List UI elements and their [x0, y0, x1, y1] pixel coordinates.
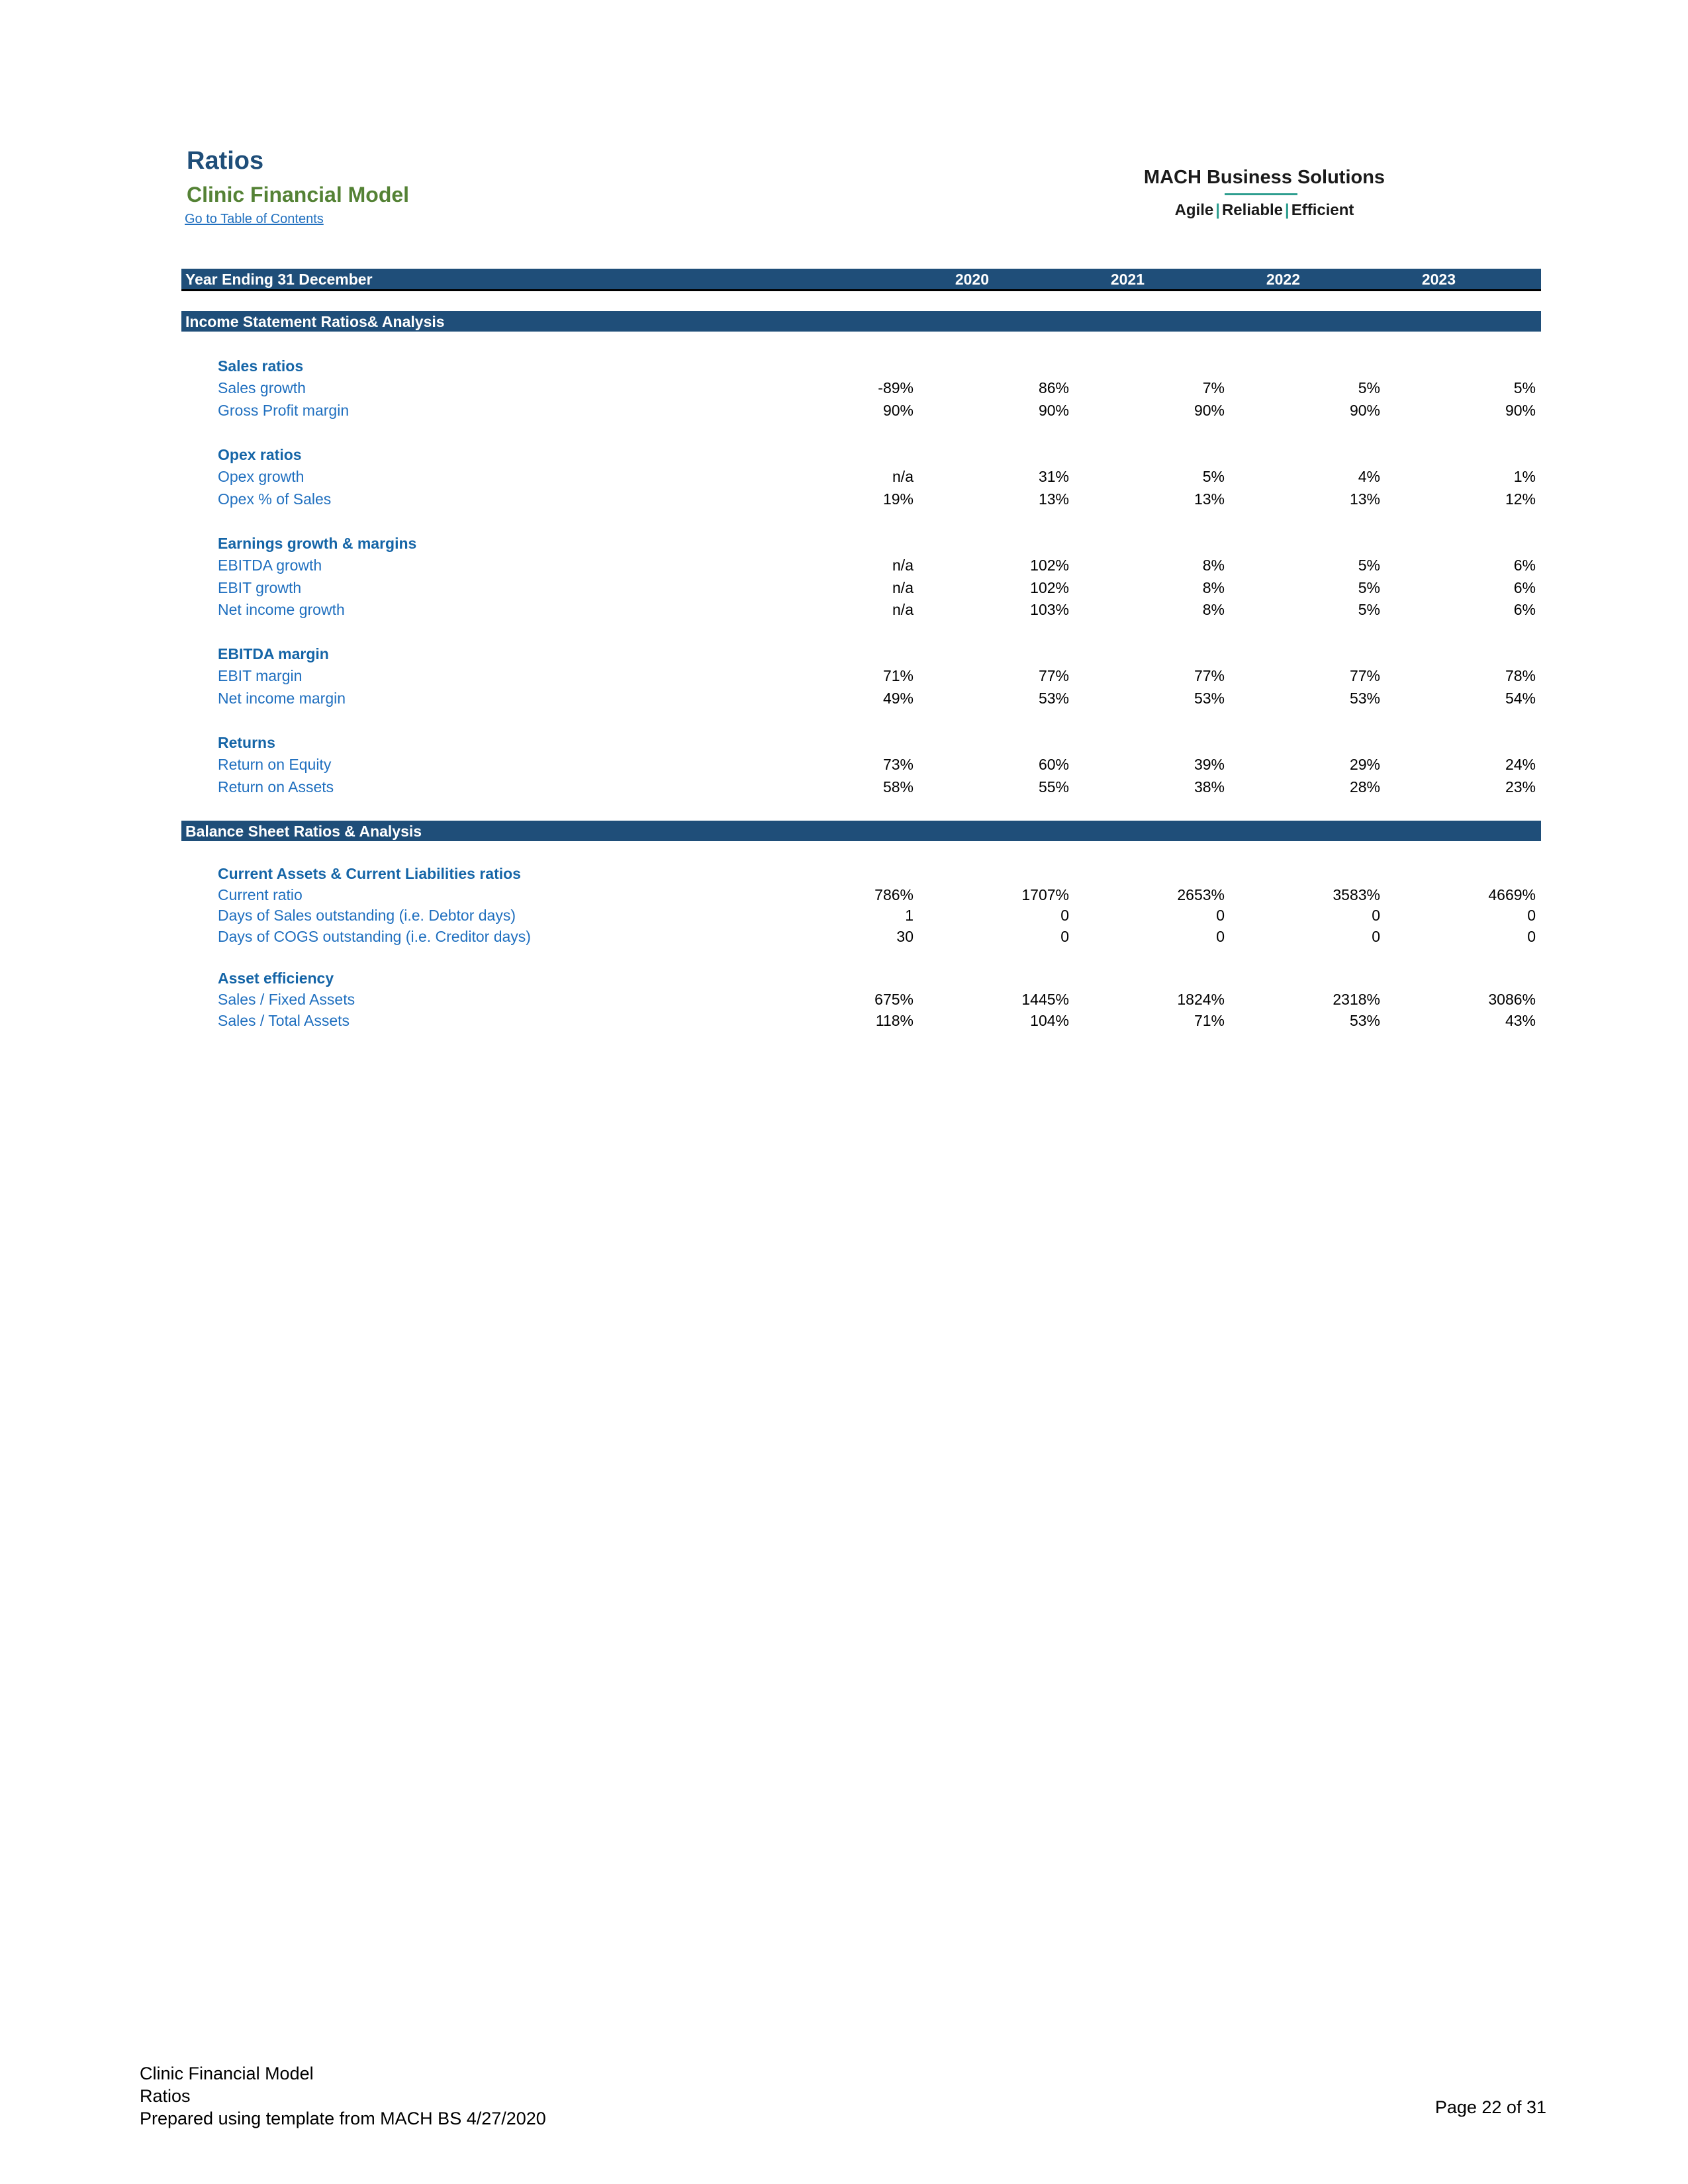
cell-value: 675% — [874, 991, 914, 1008]
balance-section-header — [181, 821, 1541, 841]
table-row — [0, 1012, 1688, 1032]
cell-value: 5% — [1202, 468, 1225, 485]
cell-value: 53% — [1349, 690, 1380, 707]
year-2020: 2020 — [955, 271, 989, 288]
row-label: Opex growth — [218, 468, 305, 485]
year-2023: 2023 — [1421, 271, 1456, 288]
row-heading-label: Sales ratios — [218, 357, 304, 375]
cell-value: 8% — [1202, 601, 1225, 618]
cell-value: 0 — [1060, 928, 1069, 945]
cell-value: 1 — [905, 907, 914, 924]
cell-value: 1824% — [1177, 991, 1225, 1008]
cell-value: 3583% — [1333, 886, 1380, 903]
cell-value: 58% — [882, 778, 914, 796]
year-2021: 2021 — [1110, 271, 1145, 288]
cell-value: 102% — [1030, 579, 1069, 596]
cell-value: 5% — [1358, 379, 1380, 396]
cell-value: 5% — [1358, 601, 1380, 618]
logo-separator: | — [1215, 201, 1220, 219]
table-row — [0, 778, 1688, 798]
row-label: Days of Sales outstanding (i.e. Debtor days) — [218, 907, 516, 924]
logo-separator: | — [1285, 201, 1289, 219]
cell-value: -89% — [878, 379, 914, 396]
cell-value: 71% — [882, 667, 914, 684]
table-row — [0, 490, 1688, 510]
cell-value: 2653% — [1177, 886, 1225, 903]
row-label: Sales / Fixed Assets — [218, 991, 355, 1008]
year-2022: 2022 — [1266, 271, 1300, 288]
table-row — [0, 928, 1688, 948]
table-row — [0, 557, 1688, 576]
cell-value: 102% — [1030, 557, 1069, 574]
table-row — [0, 379, 1688, 399]
cell-value: 23% — [1505, 778, 1536, 796]
cell-value: 90% — [1505, 402, 1536, 419]
row-label: Return on Assets — [218, 778, 334, 796]
cell-value: 5% — [1358, 557, 1380, 574]
cell-value: 38% — [1194, 778, 1225, 796]
table-row — [0, 601, 1688, 621]
cell-value: 53% — [1194, 690, 1225, 707]
cell-value: 8% — [1202, 557, 1225, 574]
cell-value: 43% — [1505, 1012, 1536, 1029]
row-heading-label: Asset efficiency — [218, 970, 334, 987]
row-label: Return on Equity — [218, 756, 332, 773]
logo-underline — [1225, 193, 1297, 195]
row-label: Gross Profit margin — [218, 402, 350, 419]
cell-value: 786% — [874, 886, 914, 903]
cell-value: 24% — [1505, 756, 1536, 773]
cell-value: 0 — [1060, 907, 1069, 924]
returns-heading — [0, 734, 1688, 754]
row-label: EBIT growth — [218, 579, 302, 596]
row-label: Sales growth — [218, 379, 306, 396]
table-row — [0, 402, 1688, 422]
cell-value: 55% — [1038, 778, 1069, 796]
page-title: Ratios — [187, 147, 264, 175]
income-section-header — [181, 311, 1541, 332]
row-label: Net income margin — [218, 690, 346, 707]
table-row — [0, 886, 1688, 906]
logo-tag-reliable: Reliable — [1221, 201, 1284, 219]
cell-value: 1707% — [1021, 886, 1069, 903]
table-row — [0, 907, 1688, 927]
opex-ratios-heading — [0, 446, 1688, 466]
cell-value: 49% — [882, 690, 914, 707]
row-heading-label: Current Assets & Current Liabilities ratios — [218, 865, 521, 882]
cell-value: 90% — [882, 402, 914, 419]
cell-value: 77% — [1349, 667, 1380, 684]
cell-value: 3086% — [1488, 991, 1536, 1008]
cell-value: 8% — [1202, 579, 1225, 596]
row-heading-label: EBITDA margin — [218, 645, 329, 662]
row-label: EBITDA growth — [218, 557, 322, 574]
toc-link[interactable]: Go to Table of Contents — [185, 212, 324, 226]
logo-name: MACH Business Solutions — [1143, 167, 1385, 188]
table-row — [0, 690, 1688, 709]
cell-value: 118% — [875, 1012, 914, 1029]
table-row — [0, 667, 1688, 687]
cell-value: 1445% — [1021, 991, 1069, 1008]
cell-value: n/a — [892, 579, 914, 596]
footer-model: Clinic Financial Model — [140, 2064, 314, 2083]
cell-value: 78% — [1505, 667, 1536, 684]
cell-value: 5% — [1358, 579, 1380, 596]
cell-value: 13% — [1038, 490, 1069, 508]
cell-value: 60% — [1038, 756, 1069, 773]
cell-value: 90% — [1349, 402, 1380, 419]
cell-value: 71% — [1194, 1012, 1225, 1029]
cell-value: 1% — [1513, 468, 1536, 485]
cell-value: 53% — [1349, 1012, 1380, 1029]
cell-value: 73% — [882, 756, 914, 773]
table-row — [0, 579, 1688, 599]
cell-value: 7% — [1202, 379, 1225, 396]
cell-value: 54% — [1505, 690, 1536, 707]
logo-tag-efficient: Efficient — [1291, 201, 1354, 219]
cell-value: 12% — [1505, 490, 1536, 508]
cell-value: 13% — [1349, 490, 1380, 508]
cell-value: n/a — [892, 557, 914, 574]
year-label: Year Ending 31 December — [185, 271, 373, 288]
row-label: Days of COGS outstanding (i.e. Creditor days) — [218, 928, 531, 945]
current-ratios-heading — [0, 865, 1688, 885]
cell-value: 77% — [1038, 667, 1069, 684]
cell-value: 0 — [1527, 928, 1536, 945]
row-heading-label: Returns — [218, 734, 275, 751]
cell-value: 53% — [1038, 690, 1069, 707]
cell-value: 4% — [1358, 468, 1380, 485]
cell-value: 13% — [1194, 490, 1225, 508]
row-label: Opex % of Sales — [218, 490, 332, 508]
year-header-bar — [181, 269, 1611, 289]
cell-value: 6% — [1513, 601, 1536, 618]
footer-sheet: Ratios — [140, 2086, 191, 2106]
page-number: Page 22 of 31 — [1434, 2097, 1546, 2117]
balance-section-title: Balance Sheet Ratios & Analysis — [185, 823, 422, 840]
cell-value: 29% — [1349, 756, 1380, 773]
earnings-heading — [0, 535, 1688, 555]
row-label: Current ratio — [218, 886, 303, 903]
cell-value: 0 — [1372, 928, 1380, 945]
asset-efficiency-heading — [0, 970, 1688, 989]
logo-tagline — [1125, 201, 1403, 220]
cell-value: 30 — [896, 928, 914, 945]
page-subtitle: Clinic Financial Model — [187, 183, 410, 206]
cell-value: 103% — [1030, 601, 1069, 618]
cell-value: 90% — [1038, 402, 1069, 419]
margins-heading — [0, 645, 1688, 665]
header-divider — [181, 289, 1541, 291]
footer-prepared: Prepared using template from MACH BS 4/27/2020 — [140, 2109, 546, 2128]
cell-value: 2318% — [1333, 991, 1380, 1008]
sales-ratios-heading — [0, 357, 1688, 377]
footer — [140, 2062, 546, 2130]
cell-value: 39% — [1194, 756, 1225, 773]
cell-value: 4669% — [1488, 886, 1536, 903]
cell-value: n/a — [892, 601, 914, 618]
row-label: Net income growth — [218, 601, 345, 618]
cell-value: n/a — [892, 468, 914, 485]
cell-value: 28% — [1349, 778, 1380, 796]
table-row — [0, 468, 1688, 488]
cell-value: 6% — [1513, 557, 1536, 574]
cell-value: 0 — [1527, 907, 1536, 924]
cell-value: 19% — [882, 490, 914, 508]
table-row — [0, 991, 1688, 1011]
cell-value: 104% — [1030, 1012, 1069, 1029]
row-heading-label: Earnings growth & margins — [218, 535, 417, 552]
cell-value: 5% — [1513, 379, 1536, 396]
cell-value: 90% — [1194, 402, 1225, 419]
table-row — [0, 756, 1688, 776]
cell-value: 0 — [1216, 907, 1225, 924]
row-label: EBIT margin — [218, 667, 303, 684]
cell-value: 77% — [1194, 667, 1225, 684]
cell-value: 86% — [1038, 379, 1069, 396]
row-heading-label: Opex ratios — [218, 446, 302, 463]
cell-value: 0 — [1216, 928, 1225, 945]
row-label: Sales / Total Assets — [218, 1012, 350, 1029]
cell-value: 0 — [1372, 907, 1380, 924]
cell-value: 6% — [1513, 579, 1536, 596]
year-2024: 2024 — [1576, 271, 1611, 288]
cell-value: 31% — [1038, 468, 1069, 485]
company-logo — [1125, 165, 1403, 232]
income-section-title: Income Statement Ratios& Analysis — [185, 313, 445, 330]
logo-tag-agile: Agile — [1174, 201, 1214, 219]
